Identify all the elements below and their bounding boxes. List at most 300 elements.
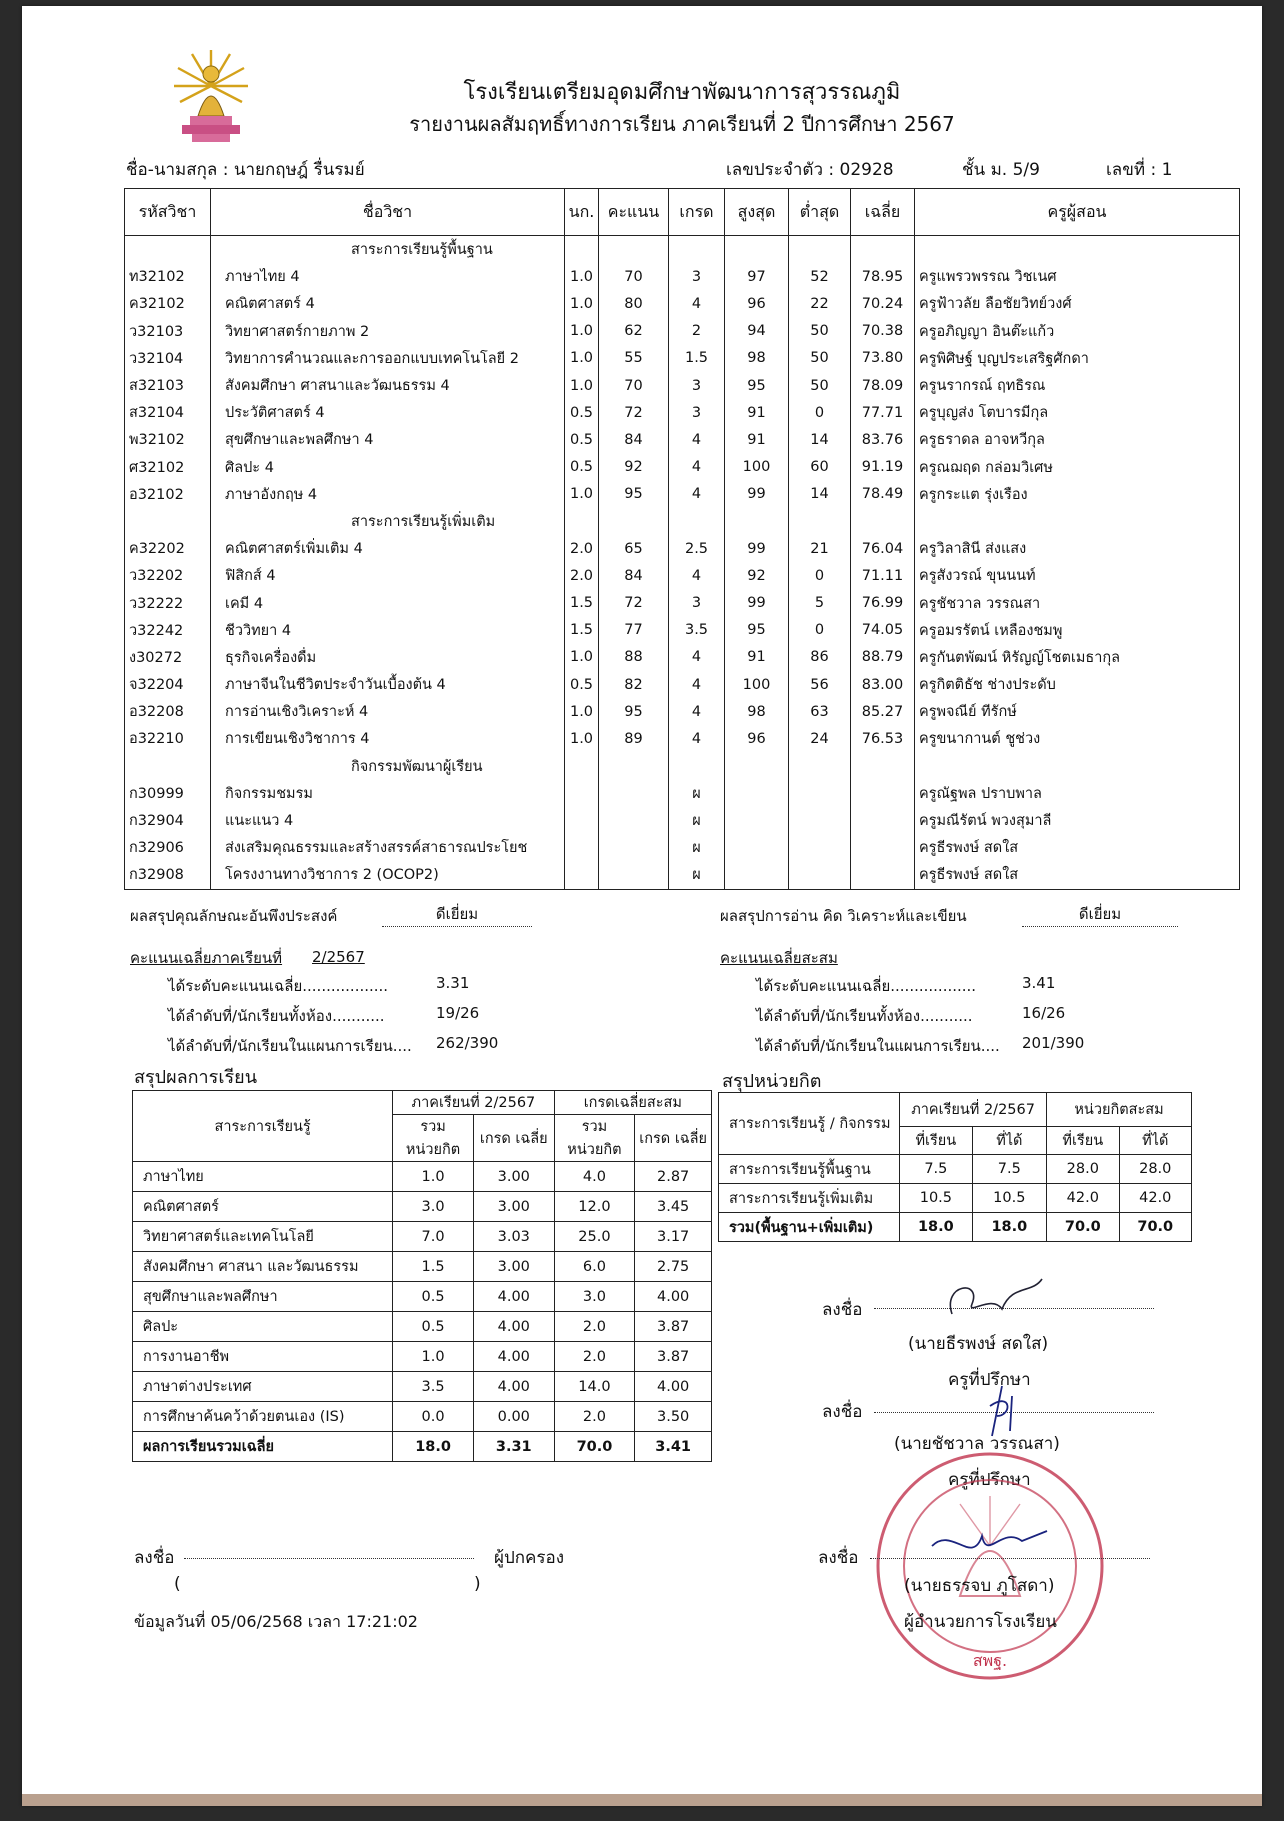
cs-header-cum-take: ที่เรียน	[1047, 1127, 1119, 1155]
cell-max	[725, 834, 789, 861]
cell-min	[789, 861, 851, 889]
cell-avg: 76.99	[851, 589, 915, 616]
cell-score: 70	[599, 263, 669, 290]
cell-min: 86	[789, 644, 851, 671]
cell-teacher: ครูฟ้าวลัย ลือชัยวิทย์วงศ์	[915, 290, 1240, 317]
cell-name: กิจกรรมชมรม	[211, 780, 565, 807]
advisor1-signature-icon	[922, 1274, 1062, 1324]
paper-bottom-edge	[22, 1794, 1262, 1806]
reading-label: ผลสรุปการอ่าน คิด วิเคราะห์และเขียน	[720, 907, 967, 925]
cell-score: 72	[599, 399, 669, 426]
grades-header-cell: รหัสวิชา	[125, 189, 211, 236]
cell-credit: 2.0	[565, 562, 599, 589]
cell-min: 14	[789, 426, 851, 453]
cs-header-area: สาระการเรียนรู้ / กิจกรรม	[719, 1093, 900, 1155]
rs-row	[133, 1162, 712, 1192]
rs-row	[133, 1252, 712, 1282]
cs-cell-c1: 42.0	[1047, 1184, 1119, 1213]
cell-score	[599, 780, 669, 807]
empty-cell	[725, 236, 789, 264]
director-signature-icon	[922, 1516, 1052, 1576]
rs-cell-tc: 1.5	[393, 1252, 474, 1282]
rs-cell-cc: 3.0	[554, 1282, 635, 1312]
cell-code: ศ32102	[125, 454, 211, 481]
cell-code: ส32104	[125, 399, 211, 426]
rs-header-cum: เกรดเฉลี่ยสะสม	[554, 1091, 711, 1115]
cell-min: 5	[789, 589, 851, 616]
parent-role: ผู้ปกครอง	[494, 1548, 565, 1568]
table-row	[125, 535, 1240, 562]
cell-score: 65	[599, 535, 669, 562]
rs-cell-area: ภาษาต่างประเทศ	[133, 1372, 393, 1402]
rs-cell-cg: 3.87	[635, 1342, 712, 1372]
cell-code: ว32104	[125, 345, 211, 372]
school-logo-icon	[172, 46, 250, 146]
table-row	[125, 481, 1240, 508]
rs-cell-area: วิทยาศาสตร์และเทคโนโลยี	[133, 1222, 393, 1252]
rs-cell-area: การศึกษาค้นคว้าด้วยตนเอง (IS)	[133, 1402, 393, 1432]
cell-max: 100	[725, 671, 789, 698]
cell-credit: 1.0	[565, 345, 599, 372]
reading-value: ดีเยี่ยม	[1022, 902, 1178, 927]
data-date: ข้อมูลวันที่ 05/06/2568 เวลา 17:21:02	[134, 1612, 418, 1631]
empty-cell	[851, 236, 915, 264]
term-rank-plan-label: ได้ลำดับที่/นักเรียนในแผนการเรียน....	[168, 1037, 412, 1055]
report-title: รายงานผลสัมฤทธิ์ทางการเรียน ภาคเรียนที่ 2 ปีการศึกษา 2567	[409, 112, 955, 136]
cell-avg: 85.27	[851, 698, 915, 725]
rs-cell-tc: 3.5	[393, 1372, 474, 1402]
cell-code: ง30272	[125, 644, 211, 671]
cs-cell-c2: 42.0	[1119, 1184, 1191, 1213]
grades-header-cell: ชื่อวิชา	[211, 189, 565, 236]
cell-avg	[851, 807, 915, 834]
cs-cell-t2: 18.0	[972, 1213, 1046, 1242]
cell-min: 56	[789, 671, 851, 698]
cell-name: ฟิสิกส์ 4	[211, 562, 565, 589]
cs-cell-area: รวม(พื้นฐาน+เพิ่มเติม)	[719, 1213, 900, 1242]
cell-min: 50	[789, 372, 851, 399]
cs-row	[719, 1184, 1192, 1213]
cell-score: 77	[599, 617, 669, 644]
cell-score: 84	[599, 562, 669, 589]
rs-cell-cg: 3.50	[635, 1402, 712, 1432]
table-row	[125, 834, 1240, 861]
empty-cell	[789, 753, 851, 780]
rs-cell-tg: 3.00	[473, 1162, 554, 1192]
cell-grade: 3	[669, 372, 725, 399]
rs-cell-tg: 3.00	[473, 1192, 554, 1222]
cell-code: ก32906	[125, 834, 211, 861]
table-row	[125, 426, 1240, 453]
rs-cell-area: ภาษาไทย	[133, 1162, 393, 1192]
cell-credit: 1.0	[565, 481, 599, 508]
advisor1-sign-label: ลงชื่อ	[822, 1300, 863, 1320]
cs-cell-c2: 28.0	[1119, 1155, 1191, 1184]
cell-credit: 1.0	[565, 290, 599, 317]
rs-cell-tg: 3.31	[473, 1432, 554, 1462]
rs-cell-tc: 1.0	[393, 1162, 474, 1192]
rs-cell-cc: 6.0	[554, 1252, 635, 1282]
group-row	[125, 508, 1240, 535]
cell-credit: 1.0	[565, 725, 599, 752]
table-row	[125, 725, 1240, 752]
cs-cell-area: สาระการเรียนรู้พื้นฐาน	[719, 1155, 900, 1184]
grades-table	[124, 188, 1240, 890]
grades-header-cell: ต่ำสุด	[789, 189, 851, 236]
student-class: ชั้น ม. 5/9	[962, 160, 1040, 180]
rs-cell-tc: 1.0	[393, 1342, 474, 1372]
student-id: เลขประจำตัว : 02928	[726, 160, 894, 180]
result-summary-title: สรุปผลการเรียน	[134, 1067, 258, 1088]
report-paper	[22, 6, 1262, 1806]
cell-grade: 4	[669, 698, 725, 725]
cum-rank-class: 16/26	[1022, 1004, 1066, 1022]
term-avg-title: คะแนนเฉลี่ยภาคเรียนที่	[130, 949, 283, 967]
cell-min: 0	[789, 399, 851, 426]
empty-cell	[851, 508, 915, 535]
cell-avg	[851, 834, 915, 861]
cell-teacher: ครูวิลาสินี ส่งแสง	[915, 535, 1240, 562]
cum-gpa-label: ได้ระดับคะแนนเฉลี่ย..................	[756, 977, 977, 995]
empty-cell	[669, 753, 725, 780]
school-name: โรงเรียนเตรียมอุดมศึกษาพัฒนาการสุวรรณภูมิ	[463, 80, 901, 105]
student-number: เลขที่ : 1	[1106, 160, 1173, 180]
student-name: ชื่อ-นามสกุล : นายกฤษฎ์ รื่นรมย์	[126, 160, 365, 180]
cum-rank-class-label: ได้ลำดับที่/นักเรียนทั้งห้อง...........	[756, 1007, 973, 1025]
table-row	[125, 698, 1240, 725]
cell-min: 50	[789, 345, 851, 372]
rs-total-row	[133, 1432, 712, 1462]
term-rank-plan: 262/390	[436, 1034, 499, 1052]
cell-code: ก30999	[125, 780, 211, 807]
rs-cell-area: คณิตศาสตร์	[133, 1192, 393, 1222]
cell-teacher: ครูพจณีย์ ทีรักษ์	[915, 698, 1240, 725]
rs-cell-tc: 18.0	[393, 1432, 474, 1462]
cell-code: ส32103	[125, 372, 211, 399]
cell-credit	[565, 861, 599, 889]
cell-grade: 4	[669, 481, 725, 508]
cell-score	[599, 861, 669, 889]
table-row	[125, 399, 1240, 426]
cell-name: ประวัติศาสตร์ 4	[211, 399, 565, 426]
cs-header-cum: หน่วยกิตสะสม	[1047, 1093, 1192, 1127]
group-label: สาระการเรียนรู้เพิ่มเติม	[211, 508, 565, 535]
cell-credit: 1.0	[565, 318, 599, 345]
term-rank-class-label: ได้ลำดับที่/นักเรียนทั้งห้อง...........	[168, 1007, 385, 1025]
cell-avg: 70.38	[851, 318, 915, 345]
table-row	[125, 454, 1240, 481]
rs-row	[133, 1402, 712, 1432]
cell-grade: 3	[669, 263, 725, 290]
rs-cell-tg: 4.00	[473, 1372, 554, 1402]
cs-cell-t1: 7.5	[900, 1155, 972, 1184]
group-label: สาระการเรียนรู้พื้นฐาน	[211, 236, 565, 264]
cell-score	[599, 807, 669, 834]
cell-teacher: ครูบุญส่ง โตบารมีกุล	[915, 399, 1240, 426]
cell-teacher: ครูนรากรณ์ ฤทธิรณ	[915, 372, 1240, 399]
rs-row	[133, 1372, 712, 1402]
cell-max: 96	[725, 725, 789, 752]
rs-cell-cc: 2.0	[554, 1402, 635, 1432]
empty-cell	[669, 236, 725, 264]
cum-gpa: 3.41	[1022, 974, 1056, 992]
cell-grade: ผ	[669, 861, 725, 889]
cell-score: 88	[599, 644, 669, 671]
cell-max	[725, 861, 789, 889]
cell-grade: 3	[669, 399, 725, 426]
cell-name: โครงงานทางวิชาการ 2 (OCOP2)	[211, 861, 565, 889]
rs-cell-area: สังคมศึกษา ศาสนา และวัฒนธรรม	[133, 1252, 393, 1282]
credit-summary-title: สรุปหน่วยกิต	[722, 1071, 822, 1092]
term-gpa: 3.31	[436, 974, 470, 992]
cell-max: 99	[725, 481, 789, 508]
cell-code: ก32908	[125, 861, 211, 889]
empty-cell	[599, 236, 669, 264]
cs-row	[719, 1155, 1192, 1184]
cell-score: 70	[599, 372, 669, 399]
cell-name: ศิลปะ 4	[211, 454, 565, 481]
rs-cell-tg: 3.03	[473, 1222, 554, 1252]
table-row	[125, 671, 1240, 698]
grades-header-cell: คะแนน	[599, 189, 669, 236]
cell-name: การอ่านเชิงวิเคราะห์ 4	[211, 698, 565, 725]
empty-cell	[599, 508, 669, 535]
rs-cell-cc: 70.0	[554, 1432, 635, 1462]
cum-rank-plan-label: ได้ลำดับที่/นักเรียนในแผนการเรียน....	[756, 1037, 1000, 1055]
cell-grade: ผ	[669, 834, 725, 861]
cell-max: 99	[725, 589, 789, 616]
cell-avg: 71.11	[851, 562, 915, 589]
table-row	[125, 562, 1240, 589]
cell-code: ค32102	[125, 290, 211, 317]
empty-cell	[599, 753, 669, 780]
cs-cell-area: สาระการเรียนรู้เพิ่มเติม	[719, 1184, 900, 1213]
cell-min: 22	[789, 290, 851, 317]
group-row	[125, 236, 1240, 264]
rs-cell-tg: 0.00	[473, 1402, 554, 1432]
cell-score: 80	[599, 290, 669, 317]
table-row	[125, 644, 1240, 671]
director-sign-label: ลงชื่อ	[818, 1548, 859, 1568]
cs-total-row	[719, 1213, 1192, 1242]
cell-grade: 4	[669, 671, 725, 698]
rs-cell-cg: 3.45	[635, 1192, 712, 1222]
parent-sign-label: ลงชื่อ	[134, 1548, 175, 1568]
table-row	[125, 807, 1240, 834]
cell-credit: 2.0	[565, 535, 599, 562]
cell-grade: 4	[669, 725, 725, 752]
cell-name: ส่งเสริมคุณธรรมและสร้างสรรค์สาธารณประโยช	[211, 834, 565, 861]
term-rank-class: 19/26	[436, 1004, 480, 1022]
cell-credit	[565, 834, 599, 861]
cell-min	[789, 807, 851, 834]
parent-paren-open: (	[174, 1574, 181, 1594]
rs-cell-tg: 4.00	[473, 1342, 554, 1372]
rs-cell-tc: 0.0	[393, 1402, 474, 1432]
advisor1-role: ครูที่ปรึกษา	[948, 1370, 1031, 1390]
group-row	[125, 753, 1240, 780]
cell-score: 95	[599, 481, 669, 508]
cs-cell-t1: 18.0	[900, 1213, 972, 1242]
advisor2-role: ครูที่ปรึกษา	[948, 1470, 1031, 1490]
cs-cell-c1: 28.0	[1047, 1155, 1119, 1184]
table-row	[125, 263, 1240, 290]
grades-header-cell: สูงสุด	[725, 189, 789, 236]
rs-cell-area: สุขศึกษาและพลศึกษา	[133, 1282, 393, 1312]
rs-header-cum-gpa: เกรด เฉลี่ย	[635, 1115, 712, 1162]
empty-cell	[565, 236, 599, 264]
cs-cell-t1: 10.5	[900, 1184, 972, 1213]
cell-min: 60	[789, 454, 851, 481]
cs-cell-c2: 70.0	[1119, 1213, 1191, 1242]
cell-grade: 4	[669, 426, 725, 453]
cell-grade: 4	[669, 454, 725, 481]
cell-name: การเขียนเชิงวิชาการ 4	[211, 725, 565, 752]
cell-score: 84	[599, 426, 669, 453]
cell-teacher: ครูพิศิษฐ์ บุญประเสริฐศักดา	[915, 345, 1240, 372]
rs-cell-tc: 0.5	[393, 1282, 474, 1312]
cs-cell-t2: 10.5	[972, 1184, 1046, 1213]
rs-cell-cc: 12.0	[554, 1192, 635, 1222]
rs-cell-cc: 2.0	[554, 1312, 635, 1342]
grades-header-cell: เกรด	[669, 189, 725, 236]
rs-cell-tg: 4.00	[473, 1312, 554, 1342]
rs-row	[133, 1222, 712, 1252]
table-row	[125, 372, 1240, 399]
group-code-cell	[125, 508, 211, 535]
cell-teacher: ครูกิตติธัช ช่างประดับ	[915, 671, 1240, 698]
rs-cell-area: การงานอาชีพ	[133, 1342, 393, 1372]
rs-cell-tg: 3.00	[473, 1252, 554, 1282]
cell-max: 94	[725, 318, 789, 345]
cell-credit: 1.0	[565, 698, 599, 725]
cell-code: จ32204	[125, 671, 211, 698]
cell-teacher: ครูอมรรัตน์ เหลืองชมพู	[915, 617, 1240, 644]
cell-credit	[565, 780, 599, 807]
cell-name: คณิตศาสตร์ 4	[211, 290, 565, 317]
cell-teacher: ครูธีรพงษ์ สดใส	[915, 834, 1240, 861]
empty-cell	[669, 508, 725, 535]
rs-row	[133, 1312, 712, 1342]
cell-score	[599, 834, 669, 861]
cell-name: ธุรกิจเครื่องดื่ม	[211, 644, 565, 671]
rs-row	[133, 1282, 712, 1312]
empty-cell	[725, 753, 789, 780]
empty-cell	[789, 236, 851, 264]
cell-teacher: ครูธราดล อาจหวีกุล	[915, 426, 1240, 453]
cell-credit: 0.5	[565, 454, 599, 481]
cell-avg: 77.71	[851, 399, 915, 426]
cell-avg: 78.49	[851, 481, 915, 508]
cell-avg: 73.80	[851, 345, 915, 372]
cell-min: 63	[789, 698, 851, 725]
cs-header-term: ภาคเรียนที่ 2/2567	[900, 1093, 1047, 1127]
empty-cell	[725, 508, 789, 535]
group-label: กิจกรรมพัฒนาผู้เรียน	[211, 753, 565, 780]
cell-min: 0	[789, 617, 851, 644]
cell-min	[789, 780, 851, 807]
advisor2-name: (นายชัชวาล วรรณสา)	[894, 1434, 1060, 1454]
table-row	[125, 345, 1240, 372]
cell-max: 100	[725, 454, 789, 481]
cell-avg: 83.00	[851, 671, 915, 698]
empty-cell	[789, 508, 851, 535]
table-row	[125, 318, 1240, 345]
cell-credit: 1.5	[565, 617, 599, 644]
term-avg-term: 2/2567	[312, 948, 365, 966]
cell-teacher: ครูมณีรัตน์ พวงสุมาลี	[915, 807, 1240, 834]
cell-code: อ32102	[125, 481, 211, 508]
empty-cell	[915, 753, 1240, 780]
cell-avg: 70.24	[851, 290, 915, 317]
stamp-text: สพฐ.	[972, 1651, 1008, 1670]
cell-teacher: ครูขนากานต์ ชูช่วง	[915, 725, 1240, 752]
cell-max: 91	[725, 426, 789, 453]
cell-avg: 74.05	[851, 617, 915, 644]
cell-score: 55	[599, 345, 669, 372]
cell-min: 52	[789, 263, 851, 290]
cell-score: 82	[599, 671, 669, 698]
rs-header-cum-credit: รวม หน่วยกิต	[554, 1115, 635, 1162]
table-row	[125, 290, 1240, 317]
cell-code: ค32202	[125, 535, 211, 562]
grades-header-cell: นก.	[565, 189, 599, 236]
cell-grade: 4	[669, 644, 725, 671]
cell-avg: 83.76	[851, 426, 915, 453]
cell-code: ท32102	[125, 263, 211, 290]
grades-header-row	[125, 189, 1240, 236]
rs-cell-cg: 3.87	[635, 1312, 712, 1342]
cell-teacher: ครูณฌฤด กล่อมวิเศษ	[915, 454, 1240, 481]
cell-max: 92	[725, 562, 789, 589]
cell-name: สังคมศึกษา ศาสนาและวัฒนธรรม 4	[211, 372, 565, 399]
cell-min: 21	[789, 535, 851, 562]
rs-cell-cg: 4.00	[635, 1282, 712, 1312]
table-row	[125, 780, 1240, 807]
cs-cell-c1: 70.0	[1047, 1213, 1119, 1242]
rs-cell-area: ศิลปะ	[133, 1312, 393, 1342]
cell-grade: 3.5	[669, 617, 725, 644]
parent-paren-close: )	[474, 1574, 481, 1594]
rs-cell-cg: 3.41	[635, 1432, 712, 1462]
cell-credit: 1.0	[565, 644, 599, 671]
rs-cell-tc: 3.0	[393, 1192, 474, 1222]
cell-grade: ผ	[669, 807, 725, 834]
director-name: (นายธรรจบ ภูโสดา)	[904, 1576, 1055, 1596]
cell-avg: 76.53	[851, 725, 915, 752]
cell-code: อ32210	[125, 725, 211, 752]
cell-max: 95	[725, 372, 789, 399]
result-summary-table	[132, 1090, 712, 1462]
cell-name: ภาษาจีนในชีวิตประจำวันเบื้องต้น 4	[211, 671, 565, 698]
empty-cell	[565, 508, 599, 535]
cs-header-term-get: ที่ได้	[972, 1127, 1046, 1155]
empty-cell	[565, 753, 599, 780]
cell-grade: 2	[669, 318, 725, 345]
cell-avg: 78.95	[851, 263, 915, 290]
empty-cell	[851, 753, 915, 780]
cell-grade: ผ	[669, 780, 725, 807]
cell-name: ชีววิทยา 4	[211, 617, 565, 644]
cell-max: 98	[725, 698, 789, 725]
cell-credit	[565, 807, 599, 834]
term-gpa-label: ได้ระดับคะแนนเฉลี่ย..................	[168, 977, 389, 995]
cell-score: 72	[599, 589, 669, 616]
credit-summary-table	[718, 1092, 1192, 1242]
cell-grade: 4	[669, 290, 725, 317]
cell-teacher: ครูอภิญญา อินต๊ะแก้ว	[915, 318, 1240, 345]
cell-avg: 88.79	[851, 644, 915, 671]
